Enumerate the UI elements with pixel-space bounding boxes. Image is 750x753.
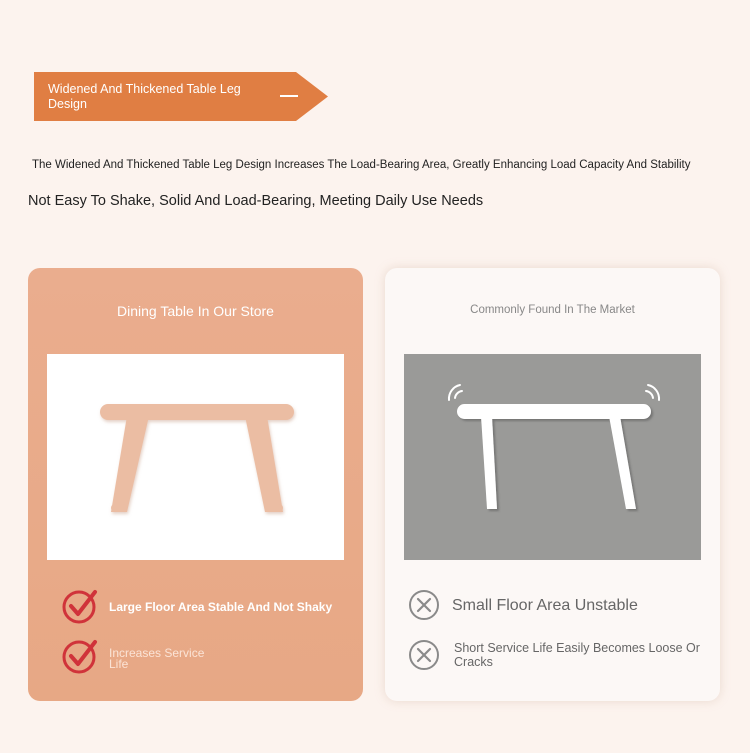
feature-label: Short Service Life Easily Becomes Loose Or Cracks (454, 641, 700, 669)
feature-label: Large Floor Area Stable And Not Shaky (109, 600, 333, 614)
check-icon (62, 588, 100, 626)
description-line-2: Not Easy To Shake, Solid And Load-Bearing, Meeting Daily Use Needs (28, 193, 484, 209)
check-icon (62, 638, 100, 676)
our-store-title: Dining Table In Our Store (117, 303, 274, 319)
feature-banner (34, 72, 328, 121)
feature-label: Small Floor Area Unstable (452, 597, 638, 614)
description-line-1: The Widened And Thickened Table Leg Design Increases The Load-Bearing Area, Greatly Enhancing Load Capacity And Stability (32, 159, 691, 171)
market-title: Commonly Found In The Market (470, 304, 635, 316)
wobbly-table-icon (404, 354, 701, 560)
x-circle-icon (408, 639, 440, 671)
banner-title: Widened And Thickened Table Leg Design (48, 82, 241, 111)
our-store-card (28, 268, 363, 701)
feature-label: Increases Service Life (109, 646, 205, 671)
shake-lines-icon (449, 385, 659, 400)
our-table-illustration (47, 354, 344, 560)
market-card (385, 268, 720, 701)
wide-leg-table-icon (47, 354, 344, 560)
market-table-illustration (404, 354, 701, 560)
dash-icon (280, 95, 298, 97)
x-circle-icon (408, 589, 440, 621)
